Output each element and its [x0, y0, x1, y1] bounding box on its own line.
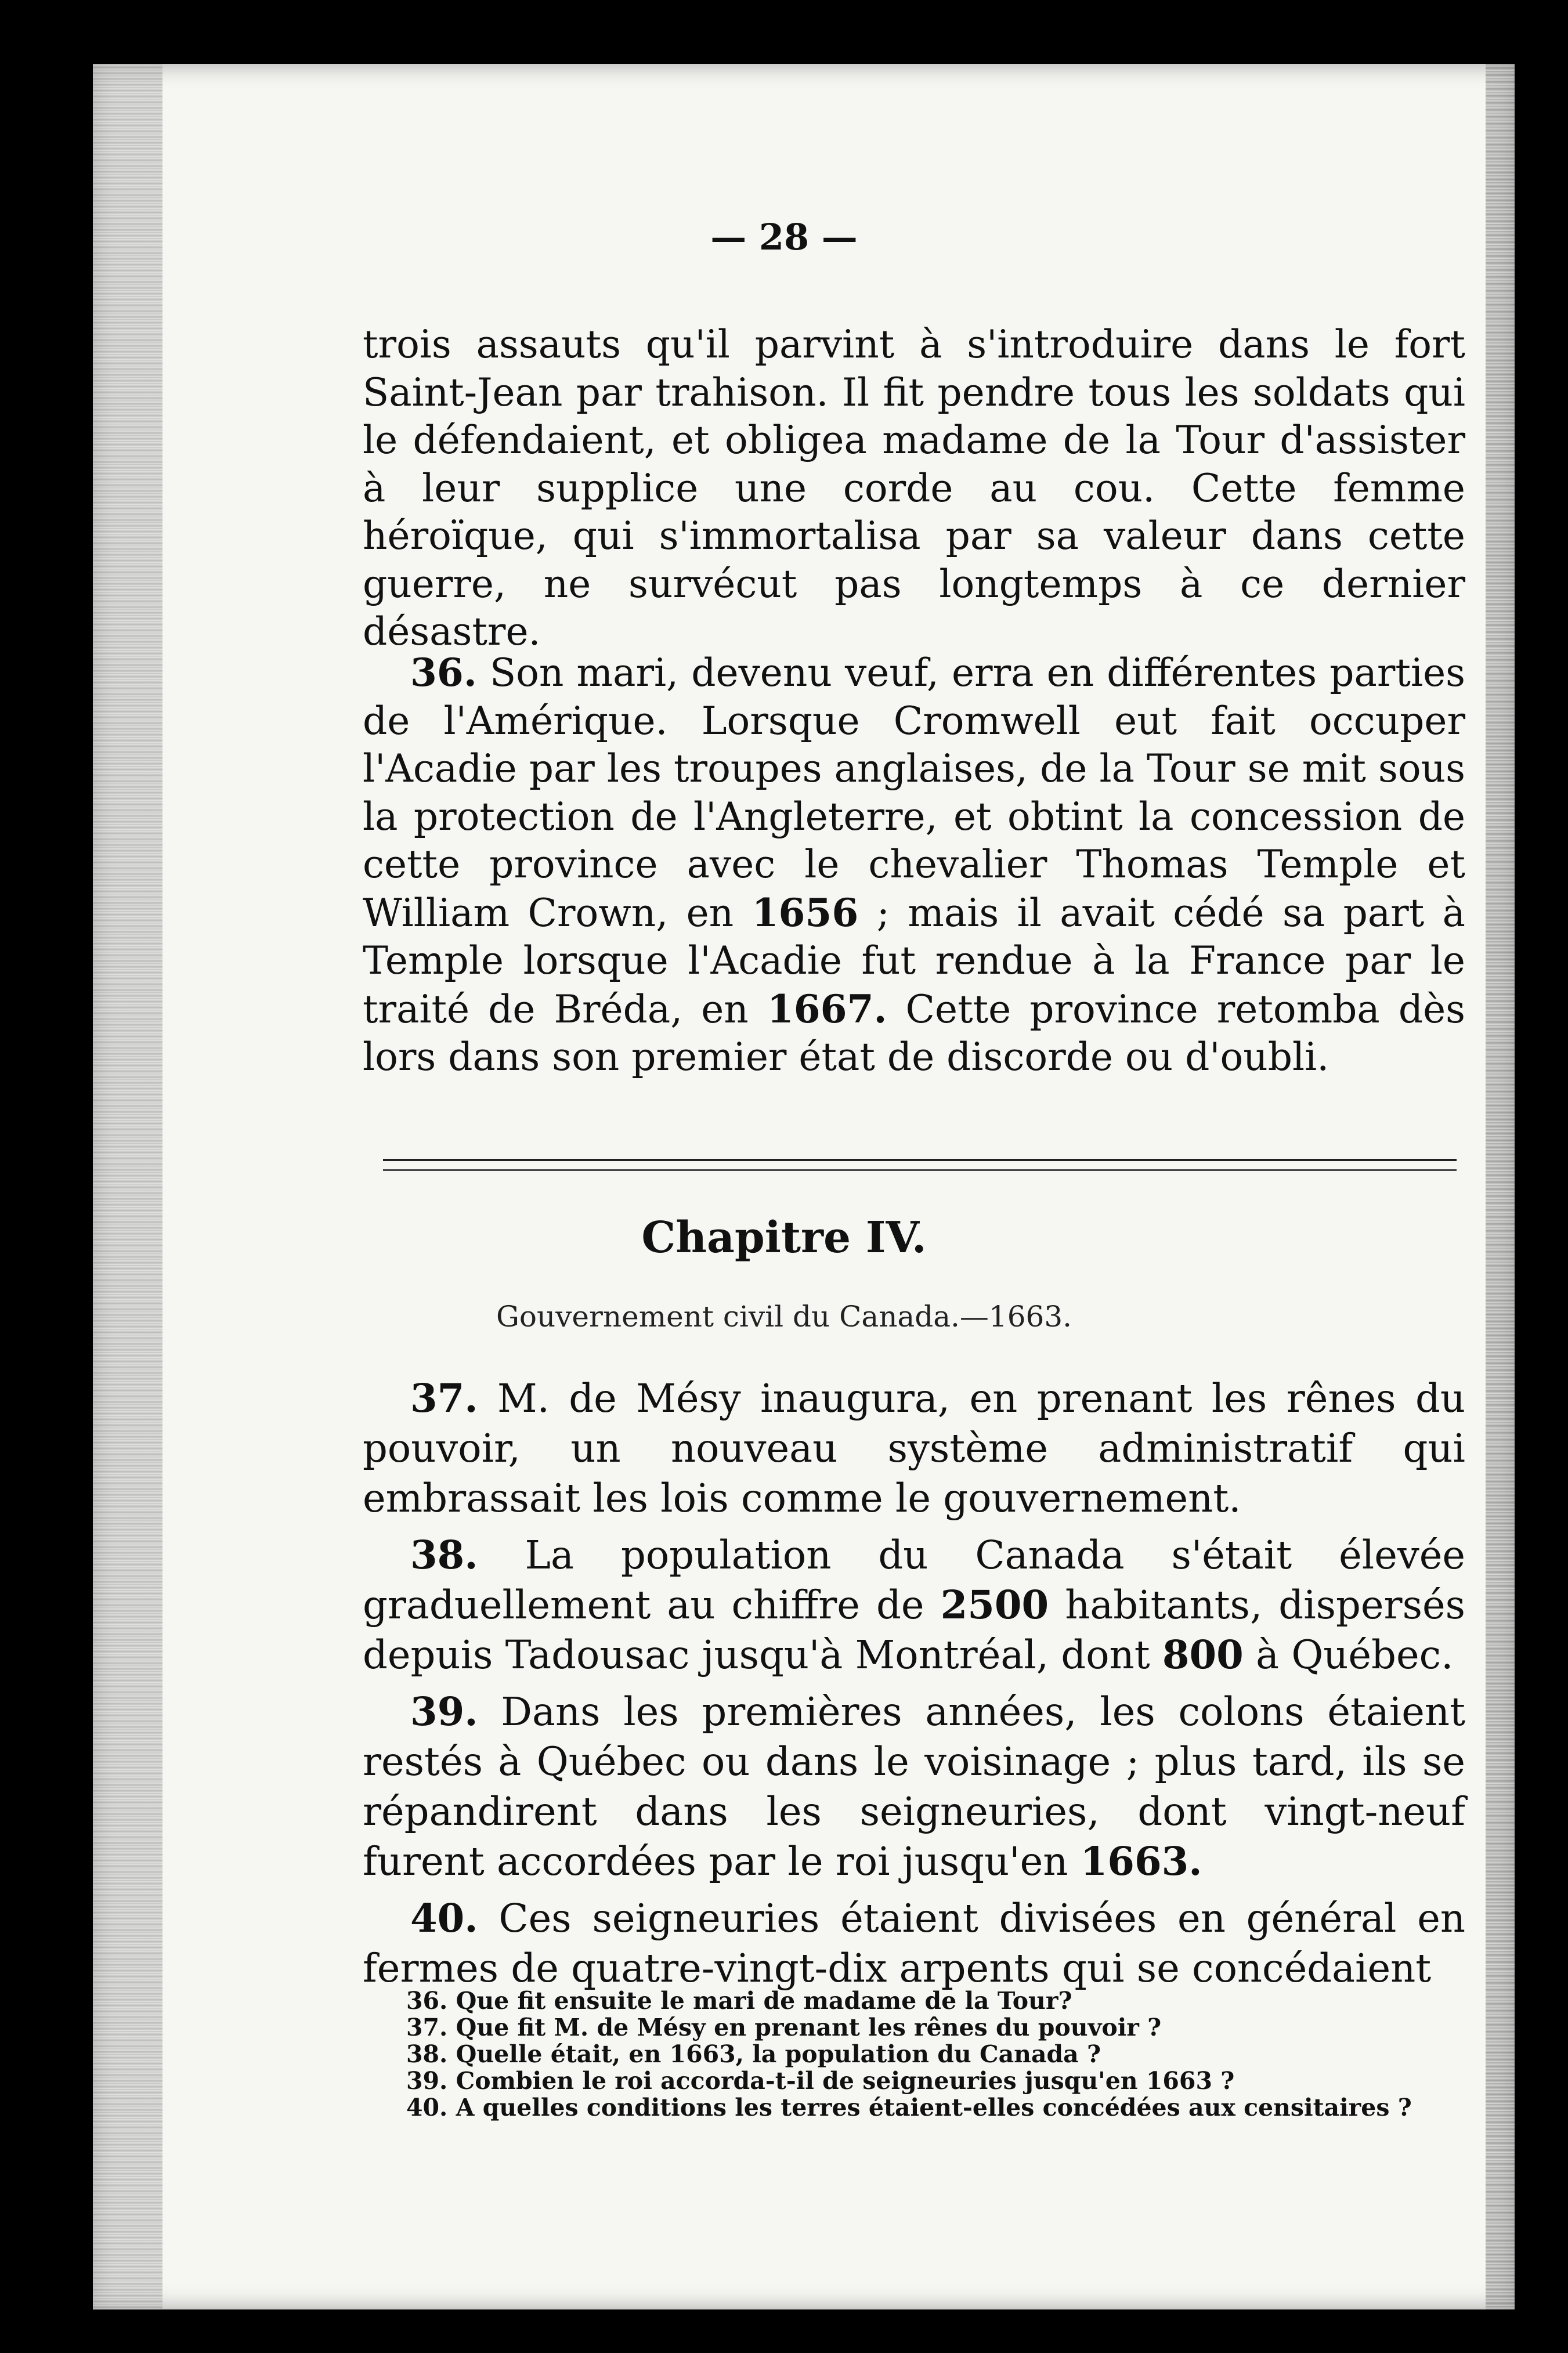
paragraph-36-text: [363, 649, 1465, 1082]
paragraph-40-text: Ces seigneuries étaient divisées en général en fermes de quatre-vingt-dix arpents qui se concédaient: [363, 1896, 1465, 1991]
paragraph-37: [363, 1374, 1465, 1523]
page-number: — 28 —: [710, 216, 858, 258]
question-36: 36. Que fit ensuite le mari de madame de la Tour?: [406, 1987, 1072, 2015]
chapter-body: [363, 1374, 1465, 1993]
question-37: 37. Que fit M. de Mésy en prenant les rênes du pouvoir ?: [406, 2014, 1162, 2041]
paragraph-39-number: 39.: [410, 1689, 478, 1734]
top-paragraph-text: trois assauts qu'il parvint à s'introduire dans le fort Saint-Jean par trahison. Il fit pendre tous les soldats qui le défendaient, et obligea madame de la Tour d'assister à leur supplice une corde au cou. Cette femme héroïque, qui s'immortalisa par sa valeur dans cette guerre, ne survécut pas longtemps à ce dernier désastre.: [363, 322, 1465, 654]
paragraph-40: [363, 1893, 1465, 1993]
chapter-title: Chapitre IV.: [641, 1213, 927, 1263]
chapter-subtitle: Gouvernement civil du Canada.—1663.: [496, 1300, 1072, 1333]
paragraph-36-part-b: ; mais il avait cédé sa part à Temple lorsque l'Acadie fut rendue à la France par le traité de Bréda, en: [363, 890, 1466, 1032]
study-questions: [406, 1987, 1486, 2121]
paragraph-39-text: Dans les premières années, les colons étaient restés à Québec ou dans le voisinage ; plus tard, ils se répandirent dans les seigneuries, dont vingt-neuf furent accordées par le roi jusqu'en: [363, 1689, 1465, 1884]
paragraph-38: [363, 1530, 1465, 1680]
paragraph-37-text: M. de Mésy inaugura, en prenant les rênes du pouvoir, un nouveau système administratif qui embrassait les lois comme le gouvernement.: [363, 1376, 1465, 1521]
paragraph-38-part-a: La population du Canada s'était élevée graduellement au chiffre de: [363, 1532, 1465, 1628]
paragraph-36: [363, 649, 1465, 1082]
paragraph-39-year: 1663.: [1080, 1838, 1202, 1884]
page-binding-edge: [93, 64, 162, 2309]
paragraph-36-part-c: Cette province retomba dès lors dans son premier état de discorde ou d'oubli.: [363, 986, 1465, 1079]
page-right-edge: [1486, 64, 1515, 2309]
question-39: 39. Combien le roi accorda-t-il de seigneuries jusqu'en 1663 ?: [406, 2067, 1235, 2095]
paragraph-39: [363, 1687, 1465, 1886]
paragraph-38-part-b: habitants, dispersés depuis Tadousac jusqu'à Montréal, dont: [363, 1582, 1465, 1678]
paragraph-36-year-b: 1667.: [767, 986, 887, 1032]
paragraph-37-number: 37.: [410, 1375, 478, 1421]
paragraph-36-part-a: Son mari, devenu veuf, erra en différentes parties de l'Amérique. Lorsque Cromwell eut fait occuper l'Acadie par les troupes anglaises, de la Tour se mit sous la protection de l'Angleterre, et obtint la concession de cette province avec le chevalier Thomas Temple et William Crown, en: [363, 650, 1465, 935]
section-divider: [383, 1159, 1457, 1171]
paragraph-40-number: 40.: [410, 1895, 478, 1941]
question-40: 40. A quelles conditions les terres étaient-elles concédées aux censitaires ?: [406, 2094, 1412, 2121]
top-paragraph: [363, 321, 1465, 656]
question-38: 38. Quelle était, en 1663, la population du Canada ?: [406, 2040, 1101, 2068]
paragraph-36-year-a: 1656: [752, 890, 859, 935]
paragraph-38-number-b: 800: [1162, 1632, 1244, 1678]
paragraph-38-number-a: 2500: [940, 1582, 1049, 1628]
paragraph-38-part-c: à Québec.: [1243, 1632, 1454, 1678]
paragraph-38-number: 38.: [410, 1532, 478, 1578]
paragraph-36-number: 36.: [410, 650, 477, 695]
